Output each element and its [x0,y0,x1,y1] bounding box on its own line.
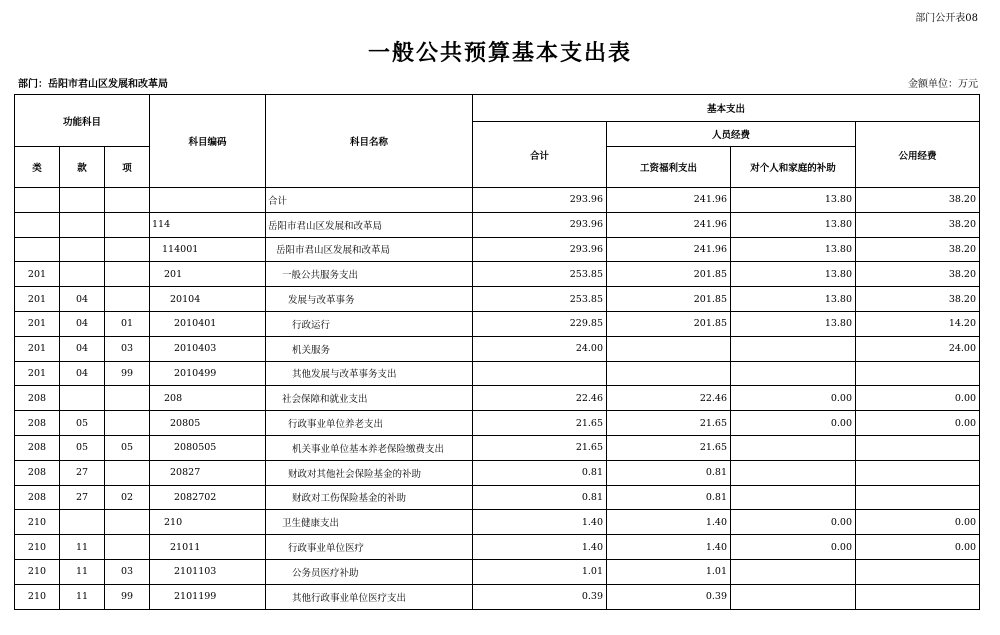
cell-lei [15,237,60,262]
cell-kuan: 27 [60,460,105,485]
cell-lei: 210 [15,559,60,584]
table-row [15,386,980,411]
cell-name: 合计 [266,188,473,213]
cell-total: 1.40 [473,510,607,535]
cell-subsidy: 13.80 [731,311,856,336]
cell-public [856,435,980,460]
cell-name: 其他行政事业单位医疗支出 [266,584,473,609]
table-row [15,435,980,460]
table-row [15,336,980,361]
cell-name: 其他发展与改革事务支出 [266,361,473,386]
cell-code: 210 [150,510,266,535]
cell-xiang [105,188,150,213]
cell-salary [607,361,731,386]
cell-name: 财政对工伤保险基金的补助 [266,485,473,510]
cell-salary [607,336,731,361]
cell-public: 38.20 [856,237,980,262]
header-subsidy: 对个人和家庭的补助 [731,147,856,188]
cell-lei: 201 [15,287,60,312]
cell-xiang [105,237,150,262]
budget-table [14,94,980,610]
cell-name: 行政事业单位养老支出 [266,411,473,436]
cell-kuan [60,212,105,237]
header-personnel: 人员经费 [607,122,856,147]
cell-total: 293.96 [473,237,607,262]
cell-name: 机关事业单位基本养老保险缴费支出 [266,435,473,460]
cell-total: 0.81 [473,460,607,485]
cell-public: 0.00 [856,386,980,411]
cell-public: 24.00 [856,336,980,361]
cell-kuan: 27 [60,485,105,510]
page-title: 一般公共预算基本支出表 [367,41,632,66]
cell-salary: 201.85 [607,262,731,287]
cell-kuan [60,237,105,262]
cell-public: 38.20 [856,262,980,287]
table-row [15,485,980,510]
cell-name: 社会保障和就业支出 [266,386,473,411]
cell-name: 发展与改革事务 [266,287,473,312]
cell-name: 岳阳市君山区发展和改革局 [266,212,473,237]
cell-salary: 241.96 [607,188,731,213]
cell-kuan [60,510,105,535]
cell-subsidy [731,435,856,460]
cell-lei [15,188,60,213]
cell-lei: 208 [15,411,60,436]
cell-xiang: 99 [105,361,150,386]
cell-code: 208 [150,386,266,411]
table-row [15,287,980,312]
cell-kuan: 05 [60,435,105,460]
cell-name: 行政事业单位医疗 [266,535,473,560]
cell-name: 机关服务 [266,336,473,361]
cell-total [473,361,607,386]
cell-kuan [60,386,105,411]
cell-code: 2080505 [150,435,266,460]
cell-subsidy [731,584,856,609]
header-total: 合计 [473,122,607,188]
cell-salary: 201.85 [607,311,731,336]
cell-code: 20805 [150,411,266,436]
header-xiang: 项 [105,147,150,188]
cell-code: 21011 [150,535,266,560]
cell-total: 229.85 [473,311,607,336]
cell-lei: 208 [15,485,60,510]
cell-subsidy: 13.80 [731,212,856,237]
cell-lei: 210 [15,510,60,535]
cell-subsidy: 0.00 [731,411,856,436]
cell-salary: 1.01 [607,559,731,584]
cell-subsidy [731,361,856,386]
cell-xiang [105,386,150,411]
cell-code: 20827 [150,460,266,485]
cell-code: 114001 [150,237,266,262]
table-row [15,559,980,584]
cell-total: 1.01 [473,559,607,584]
cell-xiang [105,411,150,436]
cell-salary: 0.81 [607,485,731,510]
cell-salary: 241.96 [607,237,731,262]
cell-public: 0.00 [856,535,980,560]
header-code: 科目编码 [150,95,266,188]
cell-code: 2010403 [150,336,266,361]
table-row [15,311,980,336]
cell-public [856,559,980,584]
cell-code: 2101103 [150,559,266,584]
cell-subsidy: 0.00 [731,535,856,560]
cell-subsidy: 0.00 [731,510,856,535]
cell-code: 2010499 [150,361,266,386]
cell-subsidy: 13.80 [731,262,856,287]
cell-name: 一般公共服务支出 [266,262,473,287]
cell-public: 14.20 [856,311,980,336]
cell-xiang: 02 [105,485,150,510]
cell-xiang [105,510,150,535]
cell-total: 21.65 [473,435,607,460]
cell-lei [15,212,60,237]
cell-xiang [105,212,150,237]
cell-salary: 1.40 [607,535,731,560]
table-row [15,361,980,386]
cell-public [856,460,980,485]
table-row [15,535,980,560]
cell-subsidy: 13.80 [731,287,856,312]
cell-kuan: 04 [60,336,105,361]
table-row [15,188,980,213]
cell-xiang [105,262,150,287]
cell-kuan [60,262,105,287]
cell-total: 24.00 [473,336,607,361]
header-kuan: 款 [60,147,105,188]
cell-total: 22.46 [473,386,607,411]
cell-public: 38.20 [856,212,980,237]
cell-lei: 210 [15,535,60,560]
cell-public: 38.20 [856,188,980,213]
table-row [15,212,980,237]
cell-lei: 210 [15,584,60,609]
cell-total: 253.85 [473,287,607,312]
cell-xiang [105,535,150,560]
cell-total: 293.96 [473,188,607,213]
amount-unit-label: 金额单位：万元 [908,79,978,90]
cell-salary: 0.81 [607,460,731,485]
cell-subsidy: 13.80 [731,237,856,262]
cell-kuan: 11 [60,535,105,560]
cell-public: 0.00 [856,411,980,436]
cell-kuan: 04 [60,361,105,386]
cell-name: 财政对其他社会保险基金的补助 [266,460,473,485]
cell-salary: 21.65 [607,411,731,436]
cell-public [856,485,980,510]
cell-code [150,188,266,213]
cell-salary: 22.46 [607,386,731,411]
cell-salary: 201.85 [607,287,731,312]
cell-xiang: 01 [105,311,150,336]
header-basic: 基本支出 [473,95,980,122]
table-row [15,510,980,535]
cell-name: 公务员医疗补助 [266,559,473,584]
cell-xiang [105,287,150,312]
cell-public: 0.00 [856,510,980,535]
header-func-subject: 功能科目 [15,95,150,147]
header-salary: 工资福利支出 [607,147,731,188]
cell-total: 0.39 [473,584,607,609]
cell-salary: 0.39 [607,584,731,609]
cell-subsidy [731,460,856,485]
cell-subsidy [731,336,856,361]
table-row [15,584,980,609]
cell-code: 201 [150,262,266,287]
cell-xiang: 03 [105,336,150,361]
cell-total: 293.96 [473,212,607,237]
cell-lei: 201 [15,262,60,287]
cell-name: 岳阳市君山区发展和改革局 [266,237,473,262]
cell-code: 2101199 [150,584,266,609]
department-label: 部门：岳阳市君山区发展和改革局 [18,79,168,90]
cell-total: 0.81 [473,485,607,510]
cell-code: 2082702 [150,485,266,510]
cell-kuan: 04 [60,311,105,336]
cell-kuan: 04 [60,287,105,312]
cell-xiang: 99 [105,584,150,609]
cell-lei: 201 [15,336,60,361]
cell-code: 20104 [150,287,266,312]
cell-xiang [105,460,150,485]
table-row [15,262,980,287]
cell-subsidy: 0.00 [731,386,856,411]
cell-salary: 241.96 [607,212,731,237]
cell-lei: 208 [15,435,60,460]
cell-subsidy [731,559,856,584]
cell-lei: 201 [15,361,60,386]
cell-total: 21.65 [473,411,607,436]
cell-public [856,584,980,609]
cell-total: 1.40 [473,535,607,560]
cell-name: 卫生健康支出 [266,510,473,535]
cell-code: 2010401 [150,311,266,336]
form-number: 部门公开表08 [915,13,978,24]
table-row [15,237,980,262]
cell-salary: 1.40 [607,510,731,535]
cell-public [856,361,980,386]
cell-public: 38.20 [856,287,980,312]
cell-lei: 208 [15,460,60,485]
cell-name: 行政运行 [266,311,473,336]
table-row [15,411,980,436]
cell-subsidy [731,485,856,510]
cell-subsidy: 13.80 [731,188,856,213]
cell-code: 114 [150,212,266,237]
header-public: 公用经费 [856,122,980,188]
header-lei: 类 [15,147,60,188]
cell-kuan: 11 [60,584,105,609]
cell-total: 253.85 [473,262,607,287]
cell-lei: 201 [15,311,60,336]
header-name: 科目名称 [266,95,473,188]
cell-kuan: 05 [60,411,105,436]
cell-lei: 208 [15,386,60,411]
cell-kuan [60,188,105,213]
cell-salary: 21.65 [607,435,731,460]
cell-xiang: 05 [105,435,150,460]
cell-xiang: 03 [105,559,150,584]
table-row [15,460,980,485]
cell-kuan: 11 [60,559,105,584]
